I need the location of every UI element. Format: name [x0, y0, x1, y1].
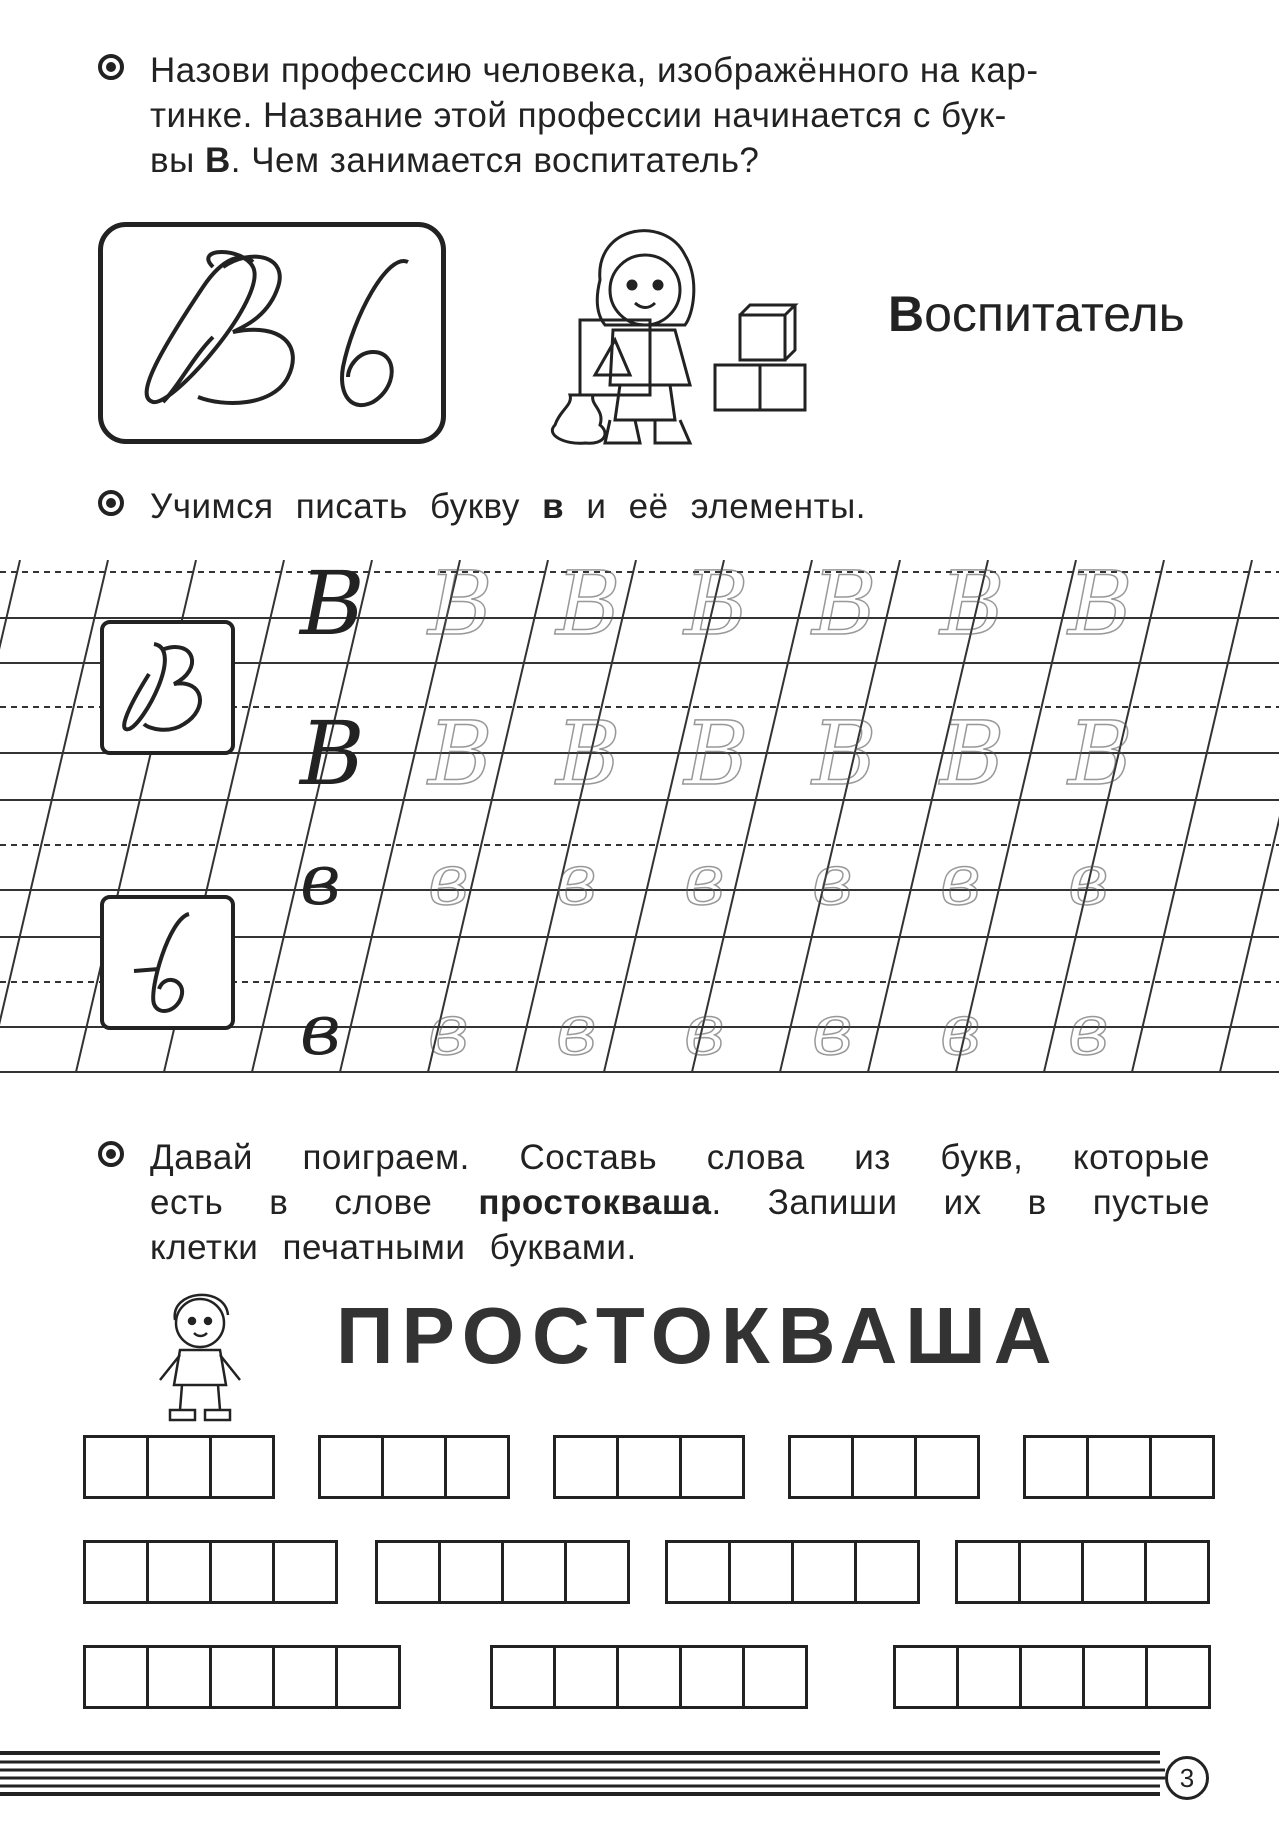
dotted-trace-letter: В: [940, 552, 1005, 655]
dotted-trace-letter: В: [556, 702, 621, 805]
dotted-trace-letter: в: [684, 839, 725, 921]
lowercase-v-icon: [104, 899, 231, 1026]
task-1-line-1: Назови профессию человека, изображённого на кар-: [150, 51, 1039, 90]
letter-cell[interactable]: [914, 1435, 980, 1499]
dotted-trace-letter: в: [428, 989, 469, 1071]
word-cell-group: [553, 1435, 742, 1499]
letter-cell[interactable]: [742, 1645, 808, 1709]
word-cell-group: [318, 1435, 507, 1499]
dotted-trace-letter: В: [684, 552, 749, 655]
teacher-illustration: [515, 205, 825, 455]
uppercase-letter-box: [100, 620, 235, 755]
dotted-trace-letter: в: [940, 839, 981, 921]
letter-cell[interactable]: [1086, 1435, 1152, 1499]
word-cell-group: [375, 1540, 627, 1604]
letter-cell[interactable]: [1082, 1645, 1148, 1709]
letter-cell[interactable]: [146, 1645, 212, 1709]
sample-letter: В: [300, 552, 365, 655]
letter-cell[interactable]: [438, 1540, 504, 1604]
word-cell-group: [665, 1540, 917, 1604]
slant-guide-line: [1132, 560, 1252, 1072]
letter-cell[interactable]: [553, 1645, 619, 1709]
letter-cell[interactable]: [1145, 1645, 1211, 1709]
dotted-trace-letter: В: [812, 552, 877, 655]
dotted-trace-letter: В: [940, 702, 1005, 805]
letter-cell[interactable]: [553, 1435, 619, 1499]
dotted-trace-letter: в: [1068, 989, 1109, 1071]
word-cell-group: [955, 1540, 1207, 1604]
letter-cell[interactable]: [83, 1540, 149, 1604]
dotted-trace-letter: В: [684, 702, 749, 805]
letter-cell[interactable]: [501, 1540, 567, 1604]
letter-cell[interactable]: [318, 1435, 384, 1499]
dotted-trace-letter: в: [1068, 839, 1109, 921]
dotted-trace-letter: В: [556, 552, 621, 655]
task-2-text: Учимся писать букву в и её элементы.: [150, 484, 1050, 529]
task-3-line-3: клетки печатными буквами.: [150, 1228, 637, 1267]
dotted-trace-letter: в: [556, 839, 597, 921]
bottom-lines: [0, 1748, 1279, 1808]
letter-cell[interactable]: [665, 1540, 731, 1604]
bullet-icon: [98, 490, 124, 516]
word-cell-group: [788, 1435, 977, 1499]
letter-cell[interactable]: [1144, 1540, 1210, 1604]
letter-cell[interactable]: [146, 1540, 212, 1604]
letter-cell[interactable]: [1081, 1540, 1147, 1604]
dotted-trace-letter: в: [940, 989, 981, 1071]
letter-cell[interactable]: [854, 1540, 920, 1604]
sample-letter: в: [300, 839, 341, 921]
word-cell-group: [83, 1435, 272, 1499]
letter-cell[interactable]: [893, 1645, 959, 1709]
word-cell-group: [83, 1645, 398, 1709]
letter-cell[interactable]: [728, 1540, 794, 1604]
sample-letter: В: [300, 702, 365, 805]
word-cell-group: [893, 1645, 1208, 1709]
dotted-trace-letter: в: [684, 989, 725, 1071]
slant-guide-line: [1220, 560, 1279, 1072]
dotted-trace-letter: В: [1068, 702, 1133, 805]
letter-cell[interactable]: [83, 1645, 149, 1709]
uppercase-v-icon: [104, 624, 231, 751]
dotted-trace-letter: в: [812, 839, 853, 921]
task-1-line-2: тинке. Название этой профессии начинается с бук-: [150, 96, 1007, 135]
dotted-trace-letter: в: [812, 989, 853, 1071]
letter-cell[interactable]: [375, 1540, 441, 1604]
bullet-icon: [98, 54, 124, 80]
letter-cell[interactable]: [209, 1540, 275, 1604]
letter-cell[interactable]: [616, 1435, 682, 1499]
word-cell-group: [1023, 1435, 1212, 1499]
letter-cell[interactable]: [490, 1645, 556, 1709]
letter-cell[interactable]: [272, 1645, 338, 1709]
word-prostokvasha: ПРОСТОКВАША: [336, 1291, 1060, 1380]
letter-cell[interactable]: [1149, 1435, 1215, 1499]
letter-cell[interactable]: [272, 1540, 338, 1604]
page-number: 3: [1165, 1756, 1209, 1800]
letter-cell[interactable]: [791, 1540, 857, 1604]
letter-cell[interactable]: [956, 1645, 1022, 1709]
word-cell-group: [83, 1540, 335, 1604]
cursive-letter-box: [98, 222, 446, 444]
bullet-icon: [98, 1141, 124, 1167]
letter-cell[interactable]: [955, 1540, 1021, 1604]
letter-cell[interactable]: [1019, 1645, 1085, 1709]
slant-guide-line: [0, 560, 20, 1072]
task-3-text: [150, 1135, 1210, 1270]
letter-cell[interactable]: [1023, 1435, 1089, 1499]
lowercase-letter-box: [100, 895, 235, 1030]
letter-cell[interactable]: [564, 1540, 630, 1604]
sample-letter: в: [300, 989, 341, 1071]
slant-guide-line: [0, 560, 108, 1072]
task-3-line-1: Давай поиграем. Составь слова из букв, которые: [150, 1138, 1210, 1177]
letter-cell[interactable]: [209, 1645, 275, 1709]
dotted-trace-letter: в: [556, 989, 597, 1071]
letter-cell[interactable]: [335, 1645, 401, 1709]
letter-cell[interactable]: [679, 1435, 745, 1499]
letter-cell[interactable]: [381, 1435, 447, 1499]
dotted-trace-letter: В: [1068, 552, 1133, 655]
cursive-letters-illustration: [103, 227, 441, 439]
letter-cell[interactable]: [788, 1435, 854, 1499]
letter-cell[interactable]: [83, 1435, 149, 1499]
task-1-text: [150, 48, 1200, 183]
boy-illustration: [150, 1285, 250, 1425]
dotted-trace-letter: В: [812, 702, 877, 805]
letter-cell[interactable]: [679, 1645, 745, 1709]
letter-cell[interactable]: [1018, 1540, 1084, 1604]
task-3-line-2: есть в слове простокваша. Запиши их в пустые: [150, 1183, 1210, 1222]
letter-cell[interactable]: [616, 1645, 682, 1709]
letter-cell[interactable]: [209, 1435, 275, 1499]
profession-word: Воспитатель: [888, 286, 1185, 342]
dotted-trace-letter: В: [428, 552, 493, 655]
letter-cell[interactable]: [444, 1435, 510, 1499]
dotted-trace-letter: в: [428, 839, 469, 921]
dotted-trace-letter: В: [428, 702, 493, 805]
word-cell-group: [490, 1645, 805, 1709]
letter-cell[interactable]: [851, 1435, 917, 1499]
task-1-line-3: вы В. Чем занимается воспитатель?: [150, 141, 760, 180]
letter-cell[interactable]: [146, 1435, 212, 1499]
